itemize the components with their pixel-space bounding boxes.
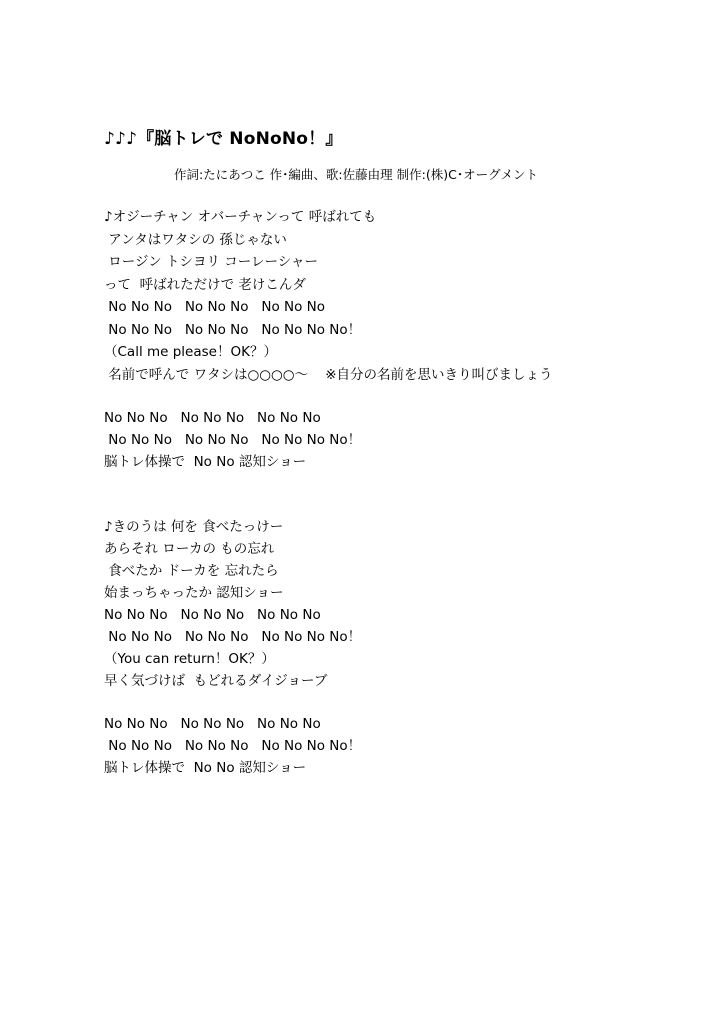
- lyric-line: 早く気づけば もどれるダイジョーブ: [104, 673, 328, 689]
- lyric-line: No No No No No No No No No: [104, 410, 321, 426]
- lyric-line: アンタはワタシの 孫じゃない: [104, 232, 287, 248]
- lyric-line: No No No No No No No No No No！: [104, 322, 362, 338]
- lyric-line: 名前で呼んで ワタシは○○○○～ ※自分の名前を思いきり叫びましょう: [104, 367, 553, 383]
- lyric-line: No No No No No No No No No: [104, 607, 321, 623]
- lyric-line: No No No No No No No No No: [104, 299, 326, 315]
- lyric-line: ♪きのうは 何を 食べたっけー: [104, 519, 284, 535]
- lyric-line: 脳トレ体操で No No 認知ショー: [104, 454, 307, 470]
- lyric-line: って 呼ばれただけで 老けこんダ: [104, 277, 306, 293]
- lyric-line: あらそれ ローカの もの忘れ: [104, 541, 275, 557]
- song-title: ♪♪♪『脳トレで NoNoNo！』: [104, 129, 343, 149]
- song-credits: 作詞:たにあつこ 作･編曲、歌:佐藤由理 制作:(株)C･オーグメント: [174, 167, 538, 182]
- lyric-line: No No No No No No No No No No！: [104, 629, 362, 645]
- lyric-line: （You can return！OK？）: [104, 651, 275, 667]
- lyric-line: 食べたか ドーカを 忘れたら: [104, 563, 279, 579]
- lyric-line: 脳トレ体操で No No 認知ショー: [104, 760, 307, 776]
- lyric-line: ♪オジーチャン オバーチャンって 呼ばれても: [104, 209, 377, 225]
- lyric-line: ロージン トシヨリ コーレーシャー: [104, 254, 318, 270]
- lyric-line: No No No No No No No No No No！: [104, 738, 362, 754]
- lyric-line: （Call me please！OK？）: [104, 344, 277, 360]
- lyric-line: No No No No No No No No No: [104, 716, 321, 732]
- lyric-line: No No No No No No No No No No！: [104, 432, 362, 448]
- lyric-line: 始まっちゃったか 認知ショー: [104, 585, 284, 601]
